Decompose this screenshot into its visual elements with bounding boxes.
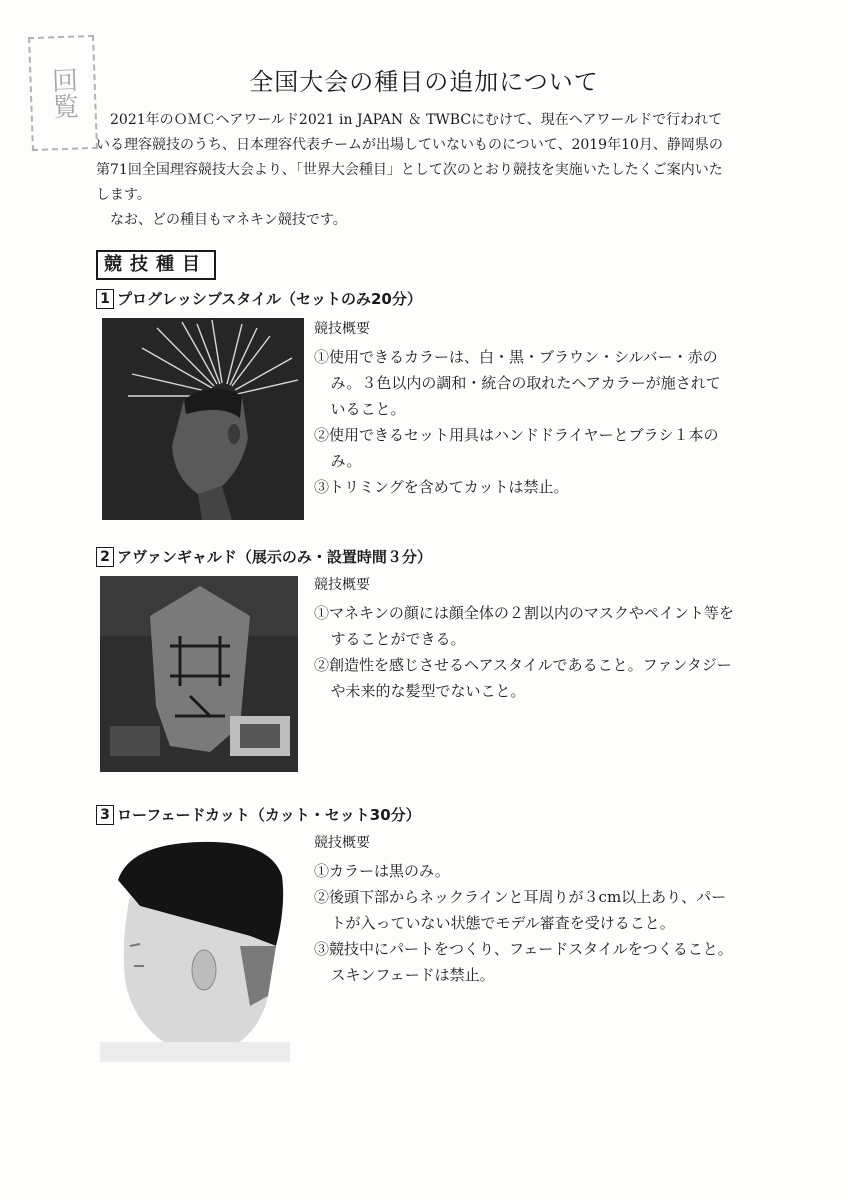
intro-text bbox=[96, 108, 736, 233]
rule-item: ③トリミングを含めてカットは禁止。 bbox=[314, 478, 569, 496]
rule-item: ②後頭下部からネックラインと耳周りが３cm以上あり、パートが入っていない状態でモデル審査を受けること。 bbox=[314, 888, 727, 932]
low-fade-mannequin-photo bbox=[100, 836, 290, 1062]
event-number: 2 bbox=[96, 547, 114, 567]
overview-label: 競技概要 bbox=[314, 321, 370, 337]
event-description-1 bbox=[314, 316, 734, 500]
event-number: 1 bbox=[96, 289, 114, 309]
page-title: 全国大会の種目の追加について bbox=[249, 68, 599, 96]
section-heading: 競技種目 bbox=[96, 250, 216, 280]
event-title-text: ローフェードカット（カット・セット30分） bbox=[117, 806, 421, 824]
circulation-stamp: 回覧 bbox=[28, 35, 98, 151]
intro-paragraph: なお、どの種目もマネキン競技です。 bbox=[110, 212, 347, 228]
overview-label: 競技概要 bbox=[314, 835, 370, 851]
rule-item: ③競技中にパートをつくり、フェードスタイルをつくること。スキンフェードは禁止。 bbox=[314, 940, 733, 984]
rule-item: ①カラーは黒のみ。 bbox=[314, 862, 450, 880]
event-number: 3 bbox=[96, 805, 114, 825]
rule-item: ②使用できるセット用具はハンドドライヤーとブラシ１本のみ。 bbox=[314, 426, 719, 470]
rule-item: ①使用できるカラーは、白・黒・ブラウン・シルバー・赤のみ。３色以内の調和・統合の取れたヘアカラーが施されていること。 bbox=[314, 348, 721, 418]
event-title-1 bbox=[96, 288, 422, 310]
event-description-3 bbox=[314, 830, 734, 988]
rule-item: ①マネキンの顔には顔全体の２割以内のマスクやペイント等をすることができる。 bbox=[314, 604, 734, 648]
rule-item: ②創造性を感じさせるヘアスタイルであること。ファンタジーや未来的な髪型でないこと。 bbox=[314, 656, 732, 700]
event-title-3 bbox=[96, 804, 421, 826]
spiky-hair-mannequin-photo bbox=[102, 318, 304, 520]
event-title-text: プログレッシブスタイル（セットのみ20分） bbox=[117, 290, 422, 308]
event-title-text: アヴァンギャルド（展示のみ・設置時間３分） bbox=[117, 548, 432, 566]
event-title-2 bbox=[96, 546, 432, 568]
intro-paragraph: 2021年のＯＭＣヘアワールド2021 in JAPAN ＆ TWBCにむけて、現在ヘアワールドで行われている理容競技のうち、日本理容代表チームが出場していないものについて、2019年10月、静岡県の第71回全国理容競技大会より、「世界大会種目」として次のとおり競技を実施いたしたくご案内いたします。 bbox=[96, 112, 723, 203]
event-description-2 bbox=[314, 572, 734, 704]
overview-label: 競技概要 bbox=[314, 577, 370, 593]
avant-garde-mannequin-photo bbox=[100, 576, 298, 772]
